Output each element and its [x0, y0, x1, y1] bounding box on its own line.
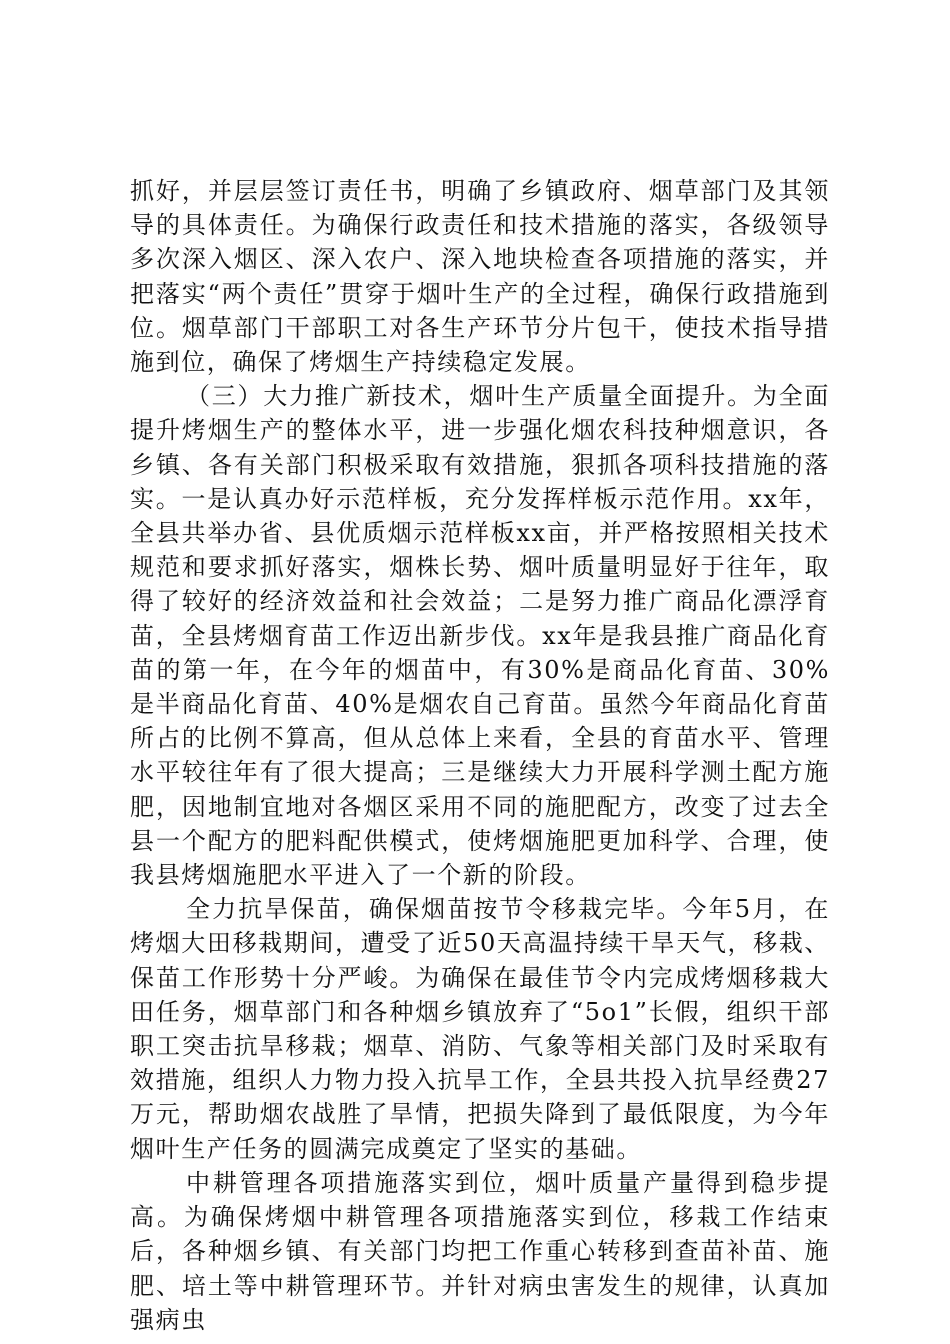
- paragraph-new-technology: （三）大力推广新技术，烟叶生产质量全面提升。为全面提升烤烟生产的整体水平，进一步强化烟农科技种烟意识，各乡镇、各有关部门积极采取有效措施，狠抓各项科技措施的落实。一是认真办好示范样板，充分发挥样板示范作用。xx年，全县共举办省、县优质烟示范样板xx亩，并严格按照相关技术规范和要求抓好落实，烟株长势、烟叶质量明显好于往年，取得了较好的经济效益和社会效益；二是努力推广商品化漂浮育苗，全县烤烟育苗工作迈出新步伐。xx年是我县推广商品化育苗的第一年，在今年的烟苗中，有30%是商品化育苗、30%是半商品化育苗、40%是烟农自己育苗。虽然今年商品化育苗所占的比例不算高，但从总体上来看，全县的育苗水平、管理水平较往年有了很大提高；三是继续大力开展科学测土配方施肥，因地制宜地对各烟区采用不同的施肥配方，改变了过去全县一个配方的肥料配供模式，使烤烟施肥更加科学、合理，使我县烤烟施肥水平进入了一个新的阶段。: [130, 382, 830, 890]
- paragraph-drought-relief: 全力抗旱保苗，确保烟苗按节令移栽完毕。今年5月，在烤烟大田移栽期间，遭受了近50天高温持续干旱天气，移栽、保苗工作形势十分严峻。为确保在最佳节令内完成烤烟移栽大田任务，烟草部门和各种烟乡镇放弃了“5o1”长假，组织干部职工突击抗旱移栽；烟草、消防、气象等相关部门及时采取有效措施，组织人力物力投入抗旱工作，全县共投入抗旱经费27万元，帮助烟农战胜了旱情，把损失降到了最低限度，为今年烟叶生产任务的圆满完成奠定了坚实的基础。: [130, 895, 830, 1163]
- paragraph-responsibility: 抓好，并层层签订责任书，明确了乡镇政府、烟草部门及其领导的具体责任。为确保行政责任和技术措施的落实，各级领导多次深入烟区、深入农户、深入地块检查各项措施的落实，并把落实“两个责任”贯穿于烟叶生产的全过程，确保行政措施到位。烟草部门干部职工对各生产环节分片包干，使技术指导措施到位，确保了烤烟生产持续稳定发展。: [130, 177, 830, 377]
- document-body: [130, 174, 830, 1337]
- paragraph-field-management: 中耕管理各项措施落实到位，烟叶质量产量得到稳步提高。为确保烤烟中耕管理各项措施落实到位，移栽工作结束后，各种烟乡镇、有关部门均把工作重心转移到查苗补苗、施肥、培土等中耕管理环节。并针对病虫害发生的规律，认真加强病虫: [130, 1168, 830, 1334]
